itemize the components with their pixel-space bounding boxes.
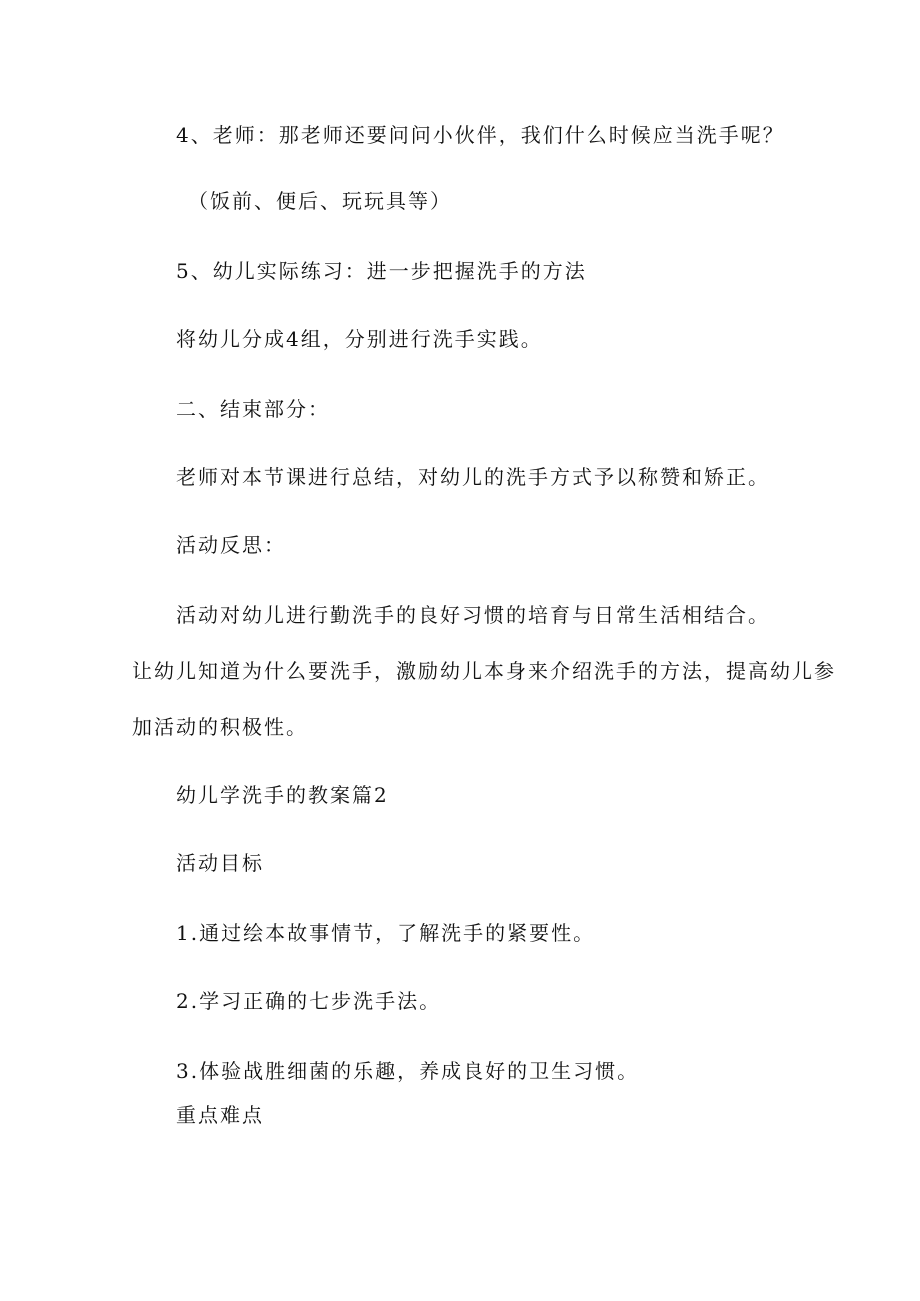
paragraph-reflection-line-1: 活动对幼儿进行勤洗手的良好习惯的培育与日常生活相结合。 (176, 603, 770, 627)
goal-item-2: 2.学习正确的七步洗手法。 (176, 989, 442, 1013)
paragraph-summary: 老师对本节课进行总结，对幼儿的洗手方式予以称赞和矫正。 (176, 465, 770, 489)
section-heading-reflection: 活动反思： (176, 533, 286, 557)
goal-item-1: 1.通过绘本故事情节，了解洗手的紧要性。 (176, 921, 596, 945)
paragraph-answer-examples: （饭前、便后、玩玩具等） (188, 189, 452, 213)
section-heading-ending: 二、结束部分： (176, 397, 330, 421)
section-heading-goals: 活动目标 (176, 851, 264, 875)
paragraph-teacher-question: 4、老师：那老师还要问问小伙伴，我们什么时候应当洗手呢？ (176, 123, 785, 147)
section-heading-key-points: 重点难点 (176, 1103, 264, 1127)
paragraph-practice-heading: 5、幼儿实际练习：进一步把握洗手的方法 (176, 259, 587, 283)
lesson-plan-title: 幼儿学洗手的教案篇2 (176, 783, 389, 807)
paragraph-reflection-line-3: 加活动的积极性。 (132, 715, 308, 739)
paragraph-reflection-line-2: 让幼儿知道为什么要洗手，激励幼儿本身来介绍洗手的方法，提高幼儿参 (132, 659, 836, 683)
paragraph-group-practice: 将幼儿分成4组，分别进行洗手实践。 (176, 327, 543, 351)
goal-item-3: 3.体验战胜细菌的乐趣，养成良好的卫生习惯。 (176, 1059, 640, 1083)
